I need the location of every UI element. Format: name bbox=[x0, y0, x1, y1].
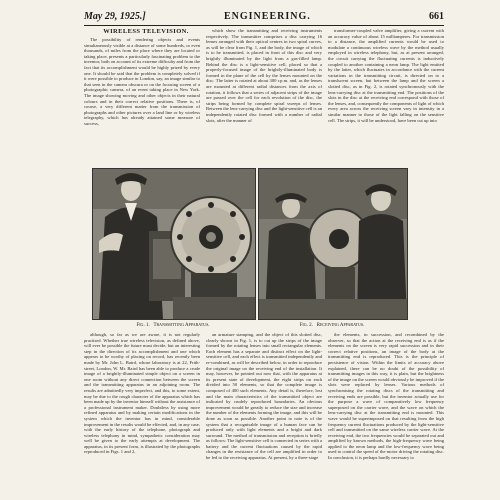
figure-2-label: Fig. 2. bbox=[299, 323, 313, 328]
figure-1-caption-text: Transmitting Apparatus. bbox=[153, 323, 210, 328]
article-column-4 bbox=[84, 332, 200, 494]
article-text: which show the transmitting and receiving instruments respectively. The transmitter comprises a disc carrying 16 lenses arranged with their optical centres in two spiral curves, as will be clear from Fig. 1, and the body, the image of which is to be transmitted, is placed in front of this disc and very brightly illuminated by the light from a gas-filled lamp. Behind the disc is a light-sensitive cell, placed so that a properly-focused image of the brightly-illuminated body is formed in the plane of the cell by the lenses mounted on the disc. The latter is rotated at about 300 r.p.m. and, as the lenses are mounted at different radial distances from the axis of rotation, it follows that a series of adjacent strips of the image are passed over the cell for each revolution of the disc, the strips being formed by complete spiral sweeps of lenses. Between the lens-carrying disc and the light-sensitive cell is an independently rotated disc formed with a number of radial slots, after the manner of bbox=[206, 28, 322, 123]
article-column-5 bbox=[206, 332, 322, 494]
article-text: the elements, in succession, and recombined by the observer, so that the action at the receiving end is as if the elements on the screen is very rapid succession and in their correct relative positions, an image of the body at the transmitting end is reproduced. This is the principle of persistence of vision. Within the limits of accuracy above explained, there can be no doubt of the possibility of transmitting images in this way, it is plain, but the brightness of the image on the screen would obviously be improved if the slots were replaced by lenses. Various methods of synchronising the rotating discs of the transmitting and receiving ends are possible, but the inventor actually use for the purpose a wave of comparatively low frequency superposed on the carrier wave, and the wave on which the lens-carrying disc at the transmitting end is mounted. This wave would be superimposed on that resulting from the high frequency current fluctuations produced by the light-sensitive cell and transmitted on the same wireless carrier wave. At the receiving end, the two frequencies would be separated out and amplified by known methods, the high-frequency wave being applied to the neon lamp and the low-frequency wave being used to control the speed of the motor driving the rotating disc. In conclusion, it is perhaps hardly necessary to bbox=[328, 332, 444, 461]
article-text: an armature stamping, and the object of this slotted disc, clearly shown in Fig. 1, is to cut up the strips of the image formed by the rotating lenses into small rectangular elements. Each element has a separate and distinct effect on the light-sensitive cell, and each effect is transmitted independently and re-combined, as will be described below, in order to reproduce the original image on the receiving end of the installation. It may, however, be pointed out now that, with the apparatus at its present state of development, the eight strips on each divided into 50 elements, so that the complete image is composed of 400 such elements. Any detail is, therefore, lost and the main characteristics of the transmitted object are indicated by crudely reproduced boundaries. An obvious improvement would be greatly to reduce the size and increase the number of the elements forming the image, and this will be done as soon as possible. Another point to note is of the system that a recognisable image of a human face can be produced only with light elements and a bright and dark surround. The method of transmission and reception is briefly as follows: The light-sensitive cell is connected in series with a battery and the current fluctuations caused by the rapid changes in the resistance of the cell are amplified in order to be fed to the receiving apparatus. At present, by a three-stage bbox=[206, 332, 322, 461]
header-rule bbox=[84, 25, 444, 26]
article-title: WIRELESS TELEVISION. bbox=[103, 28, 189, 35]
issue-date: May 29, 1925.] bbox=[84, 11, 146, 22]
article-column-2 bbox=[206, 28, 322, 163]
article-text: The possibility of rendering objects and events simultaneously visible at a distance of some hundreds, or even thousands, of miles from the place where they are located or taking place, presents a particularly fascinating problem to the inventor, both on account of its extreme difficulty and from the fact that its accomplishment would be highly prized by every one. It should be said that the problem is completely solved if it were possible to produce in London, say, an image similar to that seen in the camera obscura or on the focusing screen of a photographic camera, of an event taking place in New York. The image showing moving and other objects in their natural colours and in their correct relative positions. There is, of course, a very different matter from the transmission of photographs and other pictures over a land line or by wireless telegraphy, which has already attained some measure of success, bbox=[84, 37, 200, 126]
figure-2-photo bbox=[258, 168, 408, 320]
receiving-apparatus-image bbox=[259, 169, 407, 319]
article-column-1 bbox=[84, 37, 200, 163]
publication-name: ENGINEERING. bbox=[224, 11, 311, 22]
article-column-3 bbox=[328, 28, 444, 163]
transmitting-apparatus-image bbox=[93, 169, 255, 319]
figure-2-caption-text: Receiving Apparatus. bbox=[316, 323, 365, 328]
figure-1-label: Fig. 1. bbox=[136, 323, 150, 328]
article-text: although, so far as we are aware, it is not regularly practised. Whether true wireless television, as defined above, will ever be possible the future must decide, but an interesting step in the direction of its accomplishment and one which appears to be worthy of placing on record, has recently been made by Mr. John L. Baird, whose laboratory is at 22, Frith-street, London, W. Mr. Baird has been able to produce a crude image of a brightly-illuminated simple object on a screen in one room without any direct connection between the screen and the transmitting apparatus in an adjoining room. The results are admittedly very imperfect, and this, to some extent, may be due to the rough character of the apparatus which has been made up by the inventor himself without the assistance of a professional instrument maker. Doubtless by using more refined apparatus and by making certain modifications in the system which the inventor has in mind, considerable improvement in the results would be effected, and, in any case, with the early history of the telephone, photograph and wireless telephony in mind, sympathetic consideration may well be given to the early attempts at development. The apparatus, in its present form, is illustrated by the photographs reproduced in Figs. 1 and 2, bbox=[84, 332, 200, 455]
page-number: 661 bbox=[429, 11, 444, 22]
figure-1-caption bbox=[92, 322, 254, 329]
article-column-6 bbox=[328, 332, 444, 494]
page-header bbox=[84, 10, 444, 24]
figure-1-photo bbox=[92, 168, 256, 320]
article-text: transformer-coupled valve amplifier, giving a current with an accuracy value of about 15 milliamperes. For transmission to a distance, the amplified currents would be used to modulate a continuous wireless wave by the method usually employed in wireless telephony, but, as at present arranged, the circuit carrying the fluctuating currents is inductively coupled to another containing a neon lamp. The light emitted by the latter, which fluctuates in accordance with the current variations in the transmitting circuit, is directed on to a translucent screen, but between the lamp and the screen a slotted disc, as in Fig. 2, is rotated synchronously with the lens-carrying disc at the transmitting end. The positions of the slots in the disc at the receiving end correspond with those of the lenses, and, consequently the components of light of which every area across the receiving screen vary in intensity in a similar manner to those of the light falling on the sensitive cell. The strips, it will be understood, have been cut up into bbox=[328, 28, 444, 123]
figure-2-caption bbox=[258, 322, 406, 329]
